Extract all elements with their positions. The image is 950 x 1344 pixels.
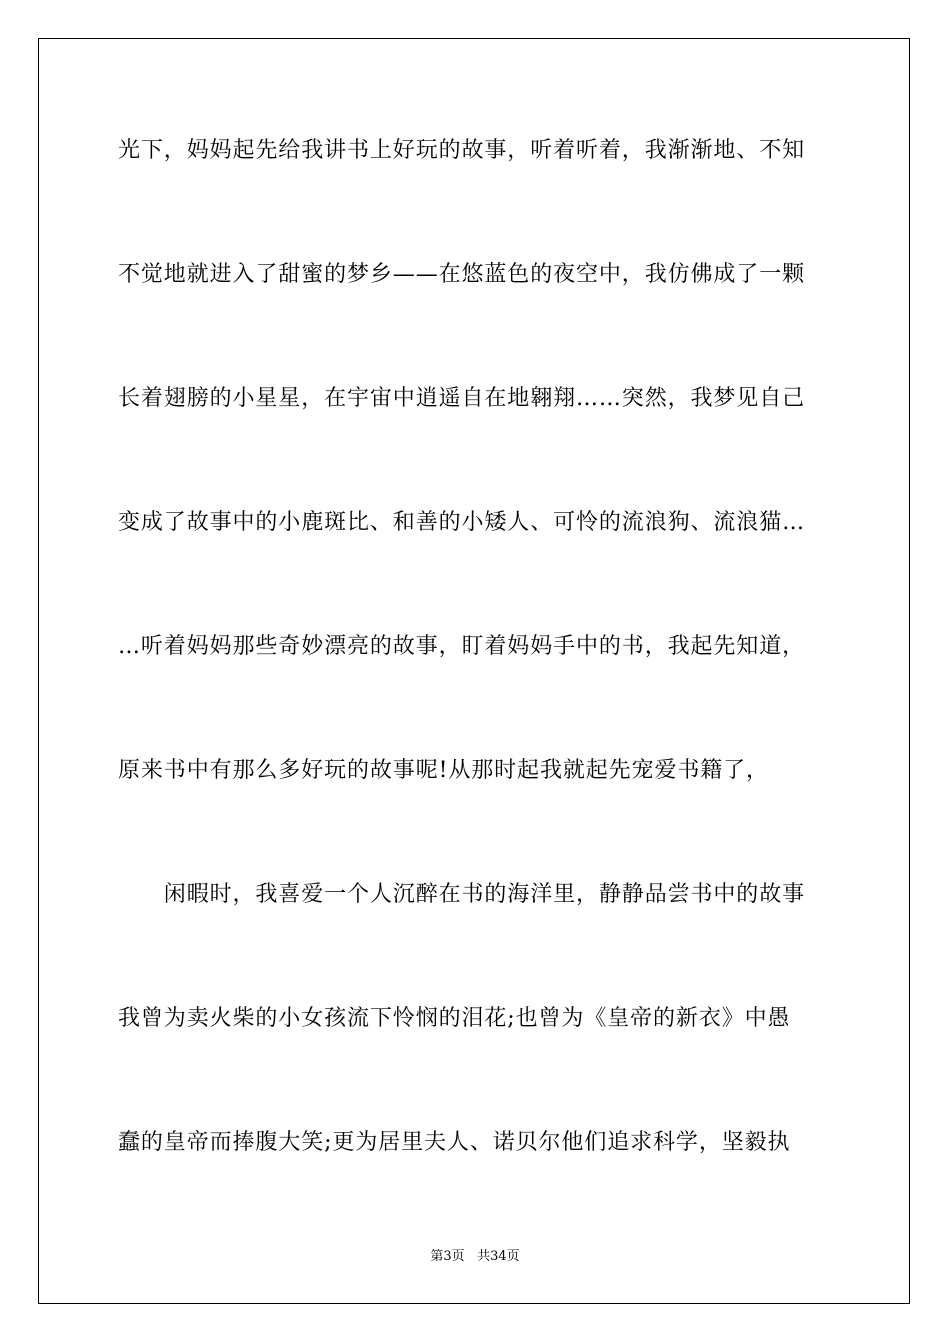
text-line-6: 原来书中有那么多好玩的故事呢!从那时起我就起先宠爱书籍了，: [118, 758, 769, 783]
text-line-3: 长着翅膀的小星星，在宇宙中逍遥自在地翱翔……突然，我梦见自己: [118, 386, 806, 411]
text-line-8: 我曾为卖火柴的小女孩流下怜悯的泪花;也曾为《皇帝的新衣》中愚: [118, 1006, 791, 1031]
page-footer: [0, 1248, 950, 1266]
text-line-2: 不觉地就进入了甜蜜的梦乡——在悠蓝色的夜空中，我仿佛成了一颗: [118, 262, 806, 287]
page-border: [38, 38, 910, 1304]
text-line-4: 变成了故事中的小鹿斑比、和善的小矮人、可怜的流浪狗、流浪猫…: [118, 510, 806, 535]
page-number: 第3页: [430, 1249, 465, 1264]
text-line-9: 蠢的皇帝而捧腹大笑;更为居里夫人、诺贝尔他们追求科学，坚毅执: [118, 1130, 791, 1155]
page-total: 共34页: [477, 1249, 520, 1264]
text-line-7: 闲暇时，我喜爱一个人沉醉在书的海洋里，静静品尝书中的故事: [118, 882, 806, 907]
text-line-1: 光下，妈妈起先给我讲书上好玩的故事，听着听着，我渐渐地、不知: [118, 138, 806, 163]
text-line-5: …听着妈妈那些奇妙漂亮的故事，盯着妈妈手中的书，我起先知道，: [118, 634, 806, 659]
